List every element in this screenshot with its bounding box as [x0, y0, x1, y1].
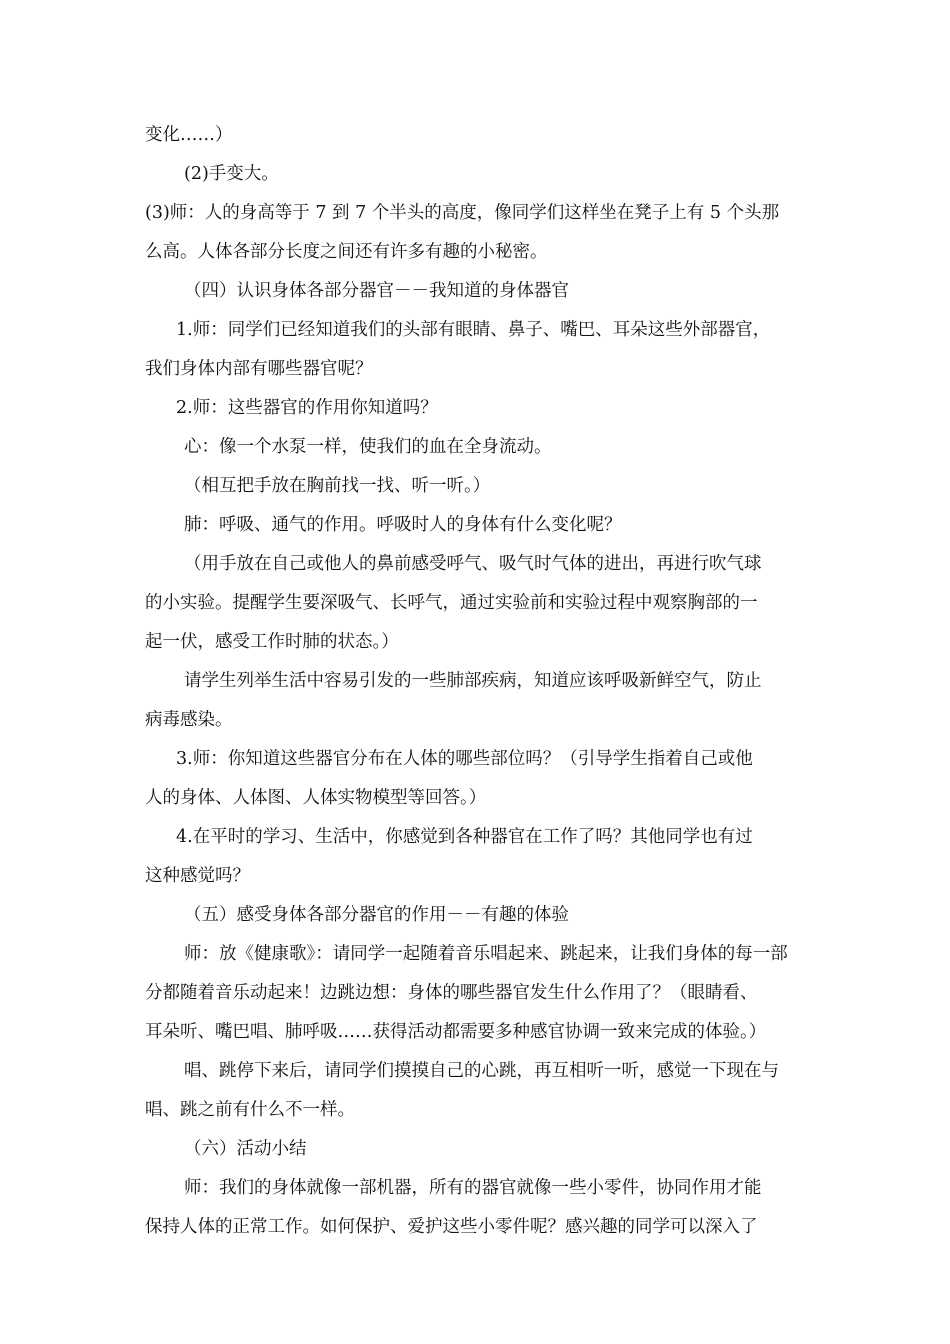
- text-line: 2.师：这些器官的作用你知道吗？: [176, 398, 438, 418]
- text-line: 唱、跳停下来后，请同学们摸摸自己的心跳，再互相听一听，感觉一下现在与: [184, 1061, 779, 1081]
- text-line: 1.师：同学们已经知道我们的头部有眼睛、鼻子、嘴巴、耳朵这些外部器官，: [176, 320, 771, 340]
- text-line: 4.在平时的学习、生活中，你感觉到各种器官在工作了吗？其他同学也有过: [176, 827, 753, 847]
- text-line: 师：放《健康歌》：请同学一起随着音乐唱起来、跳起来，让我们身体的每一部: [184, 944, 788, 964]
- text-line: 耳朵听、嘴巴唱、肺呼吸……获得活动都需要多种感官协调一致来完成的体验。）: [145, 1022, 767, 1042]
- text-line: 的小实验。提醒学生要深吸气、长呼气，通过实验前和实验过程中观察胸部的一: [145, 593, 758, 613]
- text-line: 人的身体、人体图、人体实物模型等回答。）: [145, 788, 487, 808]
- text-line: (3)师：人的身高等于 7 到 7 个半头的高度，像同学们这样坐在凳子上有 5 个头那: [145, 203, 780, 223]
- text-line: 变化……）: [145, 125, 233, 145]
- section-heading: （四）认识身体各部分器官－－我知道的身体器官: [184, 281, 569, 301]
- section-heading: （五）感受身体各部分器官的作用－－有趣的体验: [184, 905, 569, 925]
- text-line: 这种感觉吗？: [145, 866, 250, 886]
- text-line: 师：我们的身体就像一部机器，所有的器官就像一些小零件，协同作用才能: [184, 1178, 762, 1198]
- text-line: 分都随着音乐动起来！边跳边想：身体的哪些器官发生什么作用了？（眼睛看、: [145, 983, 758, 1003]
- text-line: 肺：呼吸、通气的作用。呼吸时人的身体有什么变化呢？: [184, 515, 622, 535]
- text-line: 3.师：你知道这些器官分布在人体的哪些部位吗？（引导学生指着自己或他: [176, 749, 753, 769]
- text-line: （用手放在自己或他人的鼻前感受呼气、吸气时气体的进出，再进行吹气球: [184, 554, 762, 574]
- text-line: 请学生列举生活中容易引发的一些肺部疾病，知道应该呼吸新鲜空气，防止: [184, 671, 762, 691]
- section-heading: （六）活动小结: [184, 1139, 307, 1159]
- text-line: 心：像一个水泵一样，使我们的血在全身流动。: [184, 437, 552, 457]
- text-line: 么高。人体各部分长度之间还有许多有趣的小秘密。: [145, 242, 548, 262]
- text-line: (2)手变大。: [184, 164, 279, 184]
- text-line: 唱、跳之前有什么不一样。: [145, 1100, 355, 1120]
- text-line: 我们身体内部有哪些器官呢？: [145, 359, 373, 379]
- text-line: 保持人体的正常工作。如何保护、爱护这些小零件呢？感兴趣的同学可以深入了: [145, 1217, 758, 1237]
- text-line: （相互把手放在胸前找一找、听一听。）: [184, 476, 491, 496]
- text-line: 病毒感染。: [145, 710, 233, 730]
- text-line: 起一伏，感受工作时肺的状态。）: [145, 632, 399, 652]
